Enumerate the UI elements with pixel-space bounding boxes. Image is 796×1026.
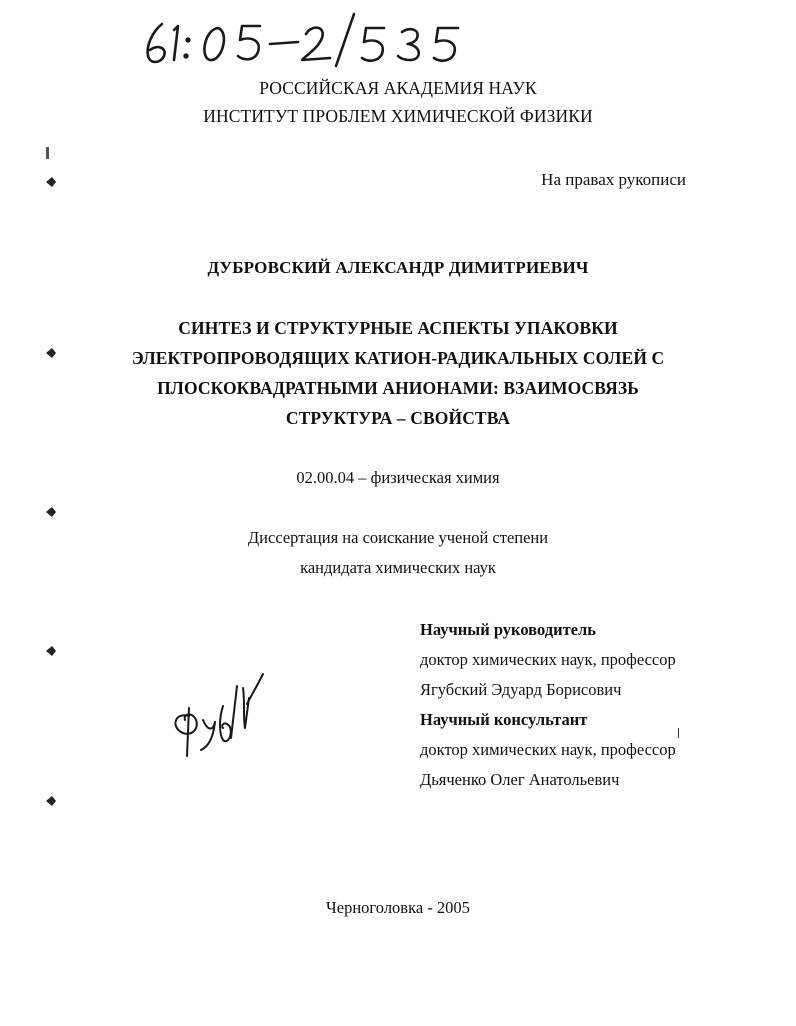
consultant-name: Дьяченко Олег Анатольевич [420, 770, 620, 789]
specialty-code: 02.00.04 – физическая химия [296, 468, 500, 487]
thesis-title-line-4: СТРУКТУРА – СВОЙСТВА [285, 408, 511, 428]
thesis-title-line-2: ЭЛЕКТРОПРОВОДЯЩИХ КАТИОН-РАДИКАЛЬНЫХ СОЛЕЙ С [131, 348, 665, 368]
institute-name: ИНСТИТУТ ПРОБЛЕМ ХИМИЧЕСКОЙ ФИЗИКИ [203, 106, 593, 126]
punch-hole-mark [44, 505, 58, 519]
thesis-title-line-3: ПЛОСКОКВАДРАТНЫМИ АНИОНАМИ: ВЗАИМОСВЯЗЬ [157, 378, 639, 398]
punch-hole-mark [44, 346, 58, 360]
handwritten-archive-code [140, 10, 470, 70]
degree-line-2: кандидата химических наук [300, 558, 496, 577]
consultant-rank: доктор химических наук, профессор [420, 740, 676, 759]
supervisor-rank: доктор химических наук, профессор [420, 650, 676, 669]
supervisor-heading: Научный руководитель [420, 620, 596, 639]
city-and-year: Черноголовка - 2005 [326, 898, 470, 917]
academy-name: РОССИЙСКАЯ АКАДЕМИЯ НАУК [259, 78, 537, 98]
author-name: ДУБРОВСКИЙ АЛЕКСАНДР ДИМИТРИЕВИЧ [207, 258, 589, 277]
thesis-title-line-1: СИНТЕЗ И СТРУКТУРНЫЕ АСПЕКТЫ УПАКОВКИ [178, 318, 618, 338]
punch-hole-mark [44, 175, 58, 189]
supervisor-name: Ягубский Эдуард Борисович [420, 680, 622, 699]
punch-hole-mark [44, 644, 58, 658]
manuscript-rights-note: На правах рукописи [541, 170, 686, 189]
punch-hole-mark [44, 794, 58, 808]
consultant-heading: Научный консультант [420, 710, 588, 729]
scan-edge-mark [46, 147, 49, 159]
handwritten-signature [165, 668, 275, 758]
stray-ink-mark [678, 728, 683, 738]
degree-line-1: Диссертация на соискание ученой степени [247, 528, 549, 547]
